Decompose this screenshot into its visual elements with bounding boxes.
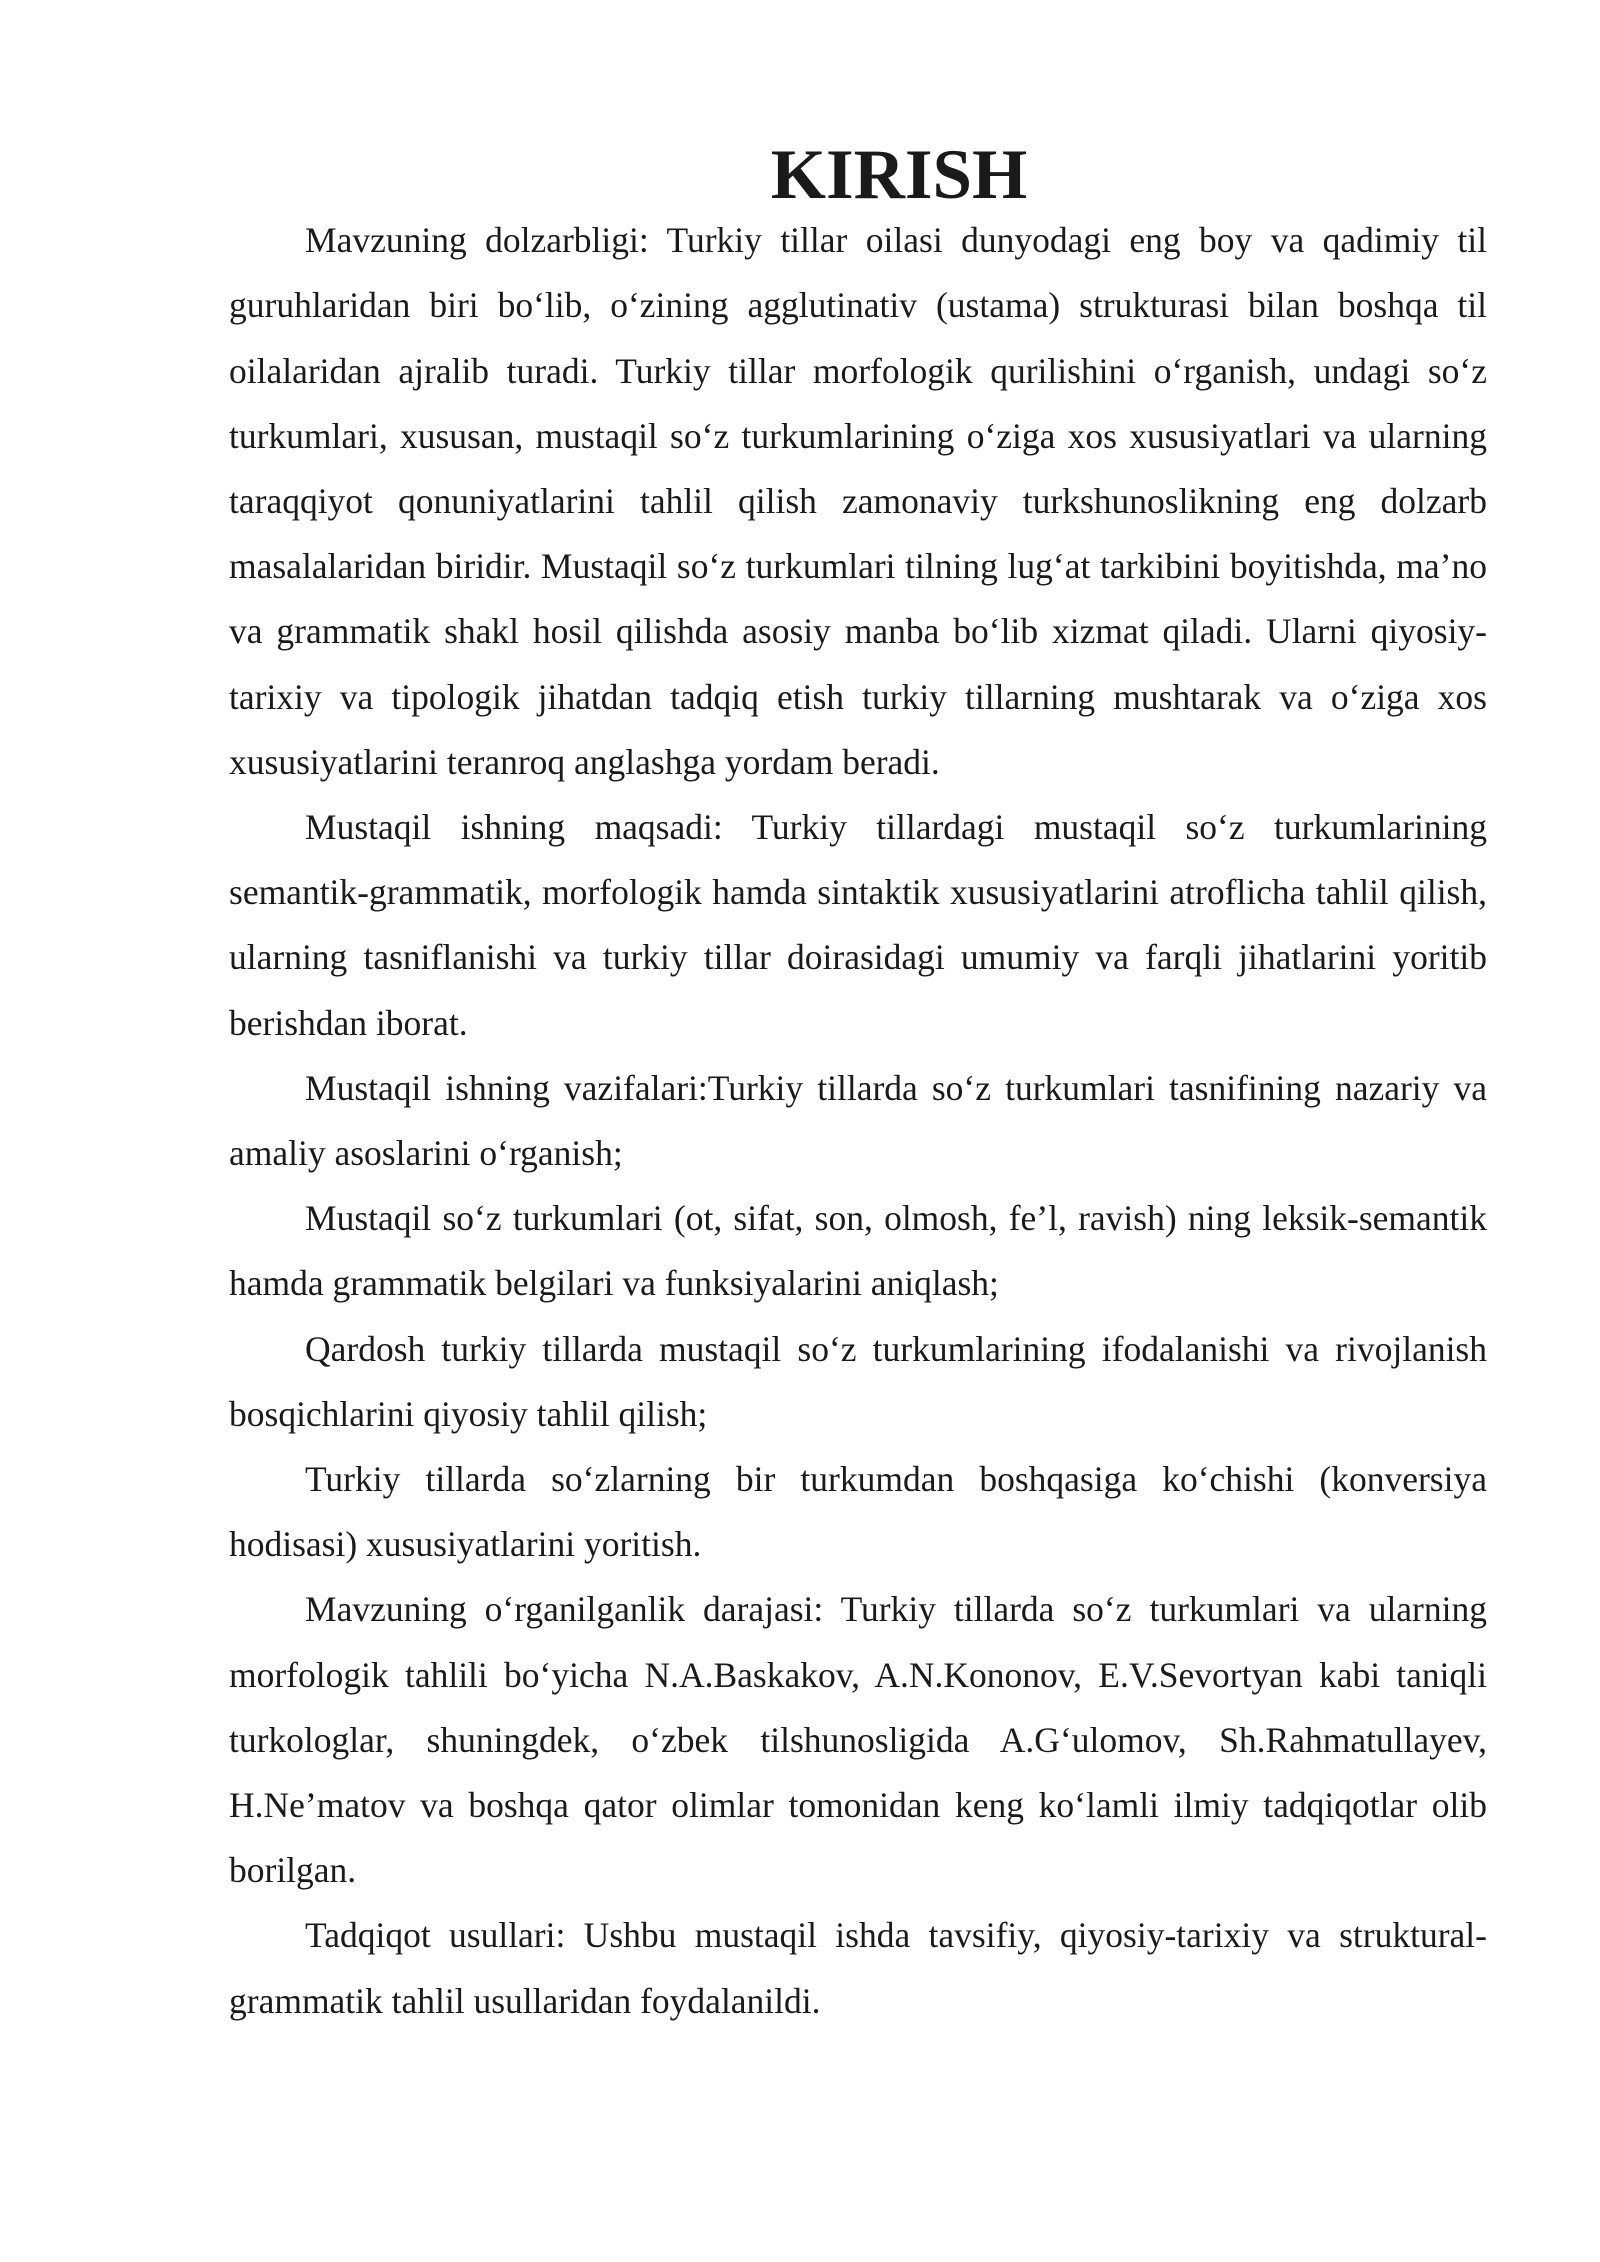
page-title: KIRISH [770,136,1028,214]
page-content [229,136,1487,2034]
paragraph-task-4: Turkiy tillarda so‘zlarning bir turkumdan boshqasiga ko‘chishi (konversiya hodisasi) xususiyatlarini yoritish. [229,1459,1487,1565]
paragraph-relevance: Mavzuning dolzarbligi: Turkiy tillar oilasi dunyodagi eng boy va qadimiy til guruhlaridan biri bo‘lib, o‘zining agglutinativ (ustama) strukturasi bilan boshqa til oilalaridan ajralib turadi. Turkiy tillar morfologik qurilishini o‘rganish, undagi so‘z turkumlari, xususan, mustaqil so‘z turkumlarining o‘ziga xos xususiyatlari va ularning taraqqiyot qonuniyatlarini tahlil qilish zamonaviy turkshunoslikning eng dolzarb masalalaridan biridir. Mustaqil so‘z turkumlari tilning lug‘at tarkibini boyitishda, ma’no va grammatik shakl hosil qilishda asosiy manba bo‘lib xizmat qiladi. Ularni qiyosiy-tarixiy va tipologik jihatdan tadqiq etish turkiy tillarning mushtarak va o‘ziga xos xususiyatlarini teranroq anglashga yordam beradi. [229,220,1487,782]
paragraph-goal: Mustaqil ishning maqsadi: Turkiy tillardagi mustaqil so‘z turkumlarining semantik-grammatik, morfologik hamda sintaktik xususiyatlarini atroflicha tahlil qilish, ularning tasniflanishi va turkiy tillar doirasidagi umumiy va farqli jihatlarini yoritib berishdan iborat. [229,807,1487,1043]
paragraph-study-level: Mavzuning o‘rganilganlik darajasi: Turkiy tillarda so‘z turkumlari va ularning morfologik tahlili bo‘yicha N.A.Baskakov, A.N.Kononov, E.V.Sevortyan kabi taniqli turkologlar, shuningdek, o‘zbek tilshunosligida A.G‘ulomov, Sh.Rahmatullayev, H.Ne’matov va boshqa qator olimlar tomonidan keng ko‘lamli ilmiy tadqiqotlar olib borilgan. [229,1589,1487,1891]
paragraph-tasks: Mustaqil ishning vazifalari:Turkiy tillarda so‘z turkumlari tasnifining nazariy va amaliy asoslarini o‘rganish; [229,1067,1487,1174]
paragraph-methods: Tadqiqot usullari: Ushbu mustaqil ishda tavsifiy, qiyosiy-tarixiy va struktural-grammatik tahlil usullaridan foydalanildi. [229,1915,1487,2021]
paragraph-task-3: Qardosh turkiy tillarda mustaqil so‘z turkumlarining ifodalanishi va rivojlanish bosqichlarini qiyosiy tahlil qilish; [229,1328,1487,1434]
paragraph-task-2: Mustaqil so‘z turkumlari (ot, sifat, son, olmosh, fe’l, ravish) ning leksik-semantik hamda grammatik belgilari va funksiyalarini aniqlash; [229,1198,1487,1304]
